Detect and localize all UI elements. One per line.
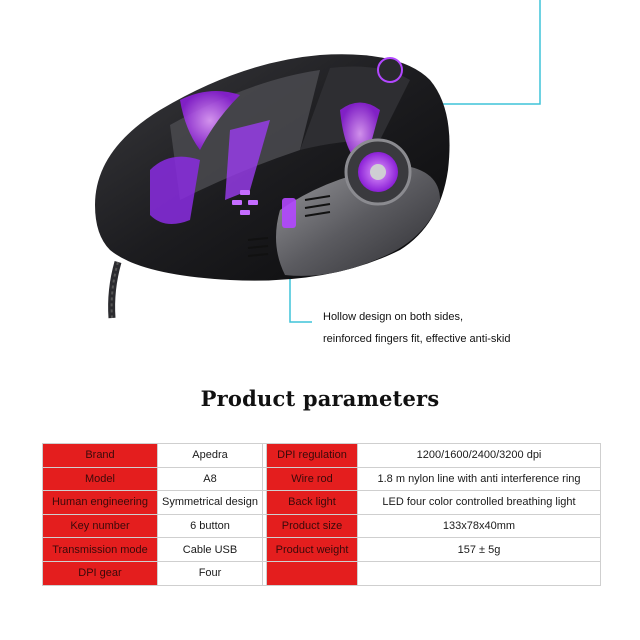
param-value: 133x78x40mm xyxy=(358,514,601,538)
param-label: Product size xyxy=(267,514,358,538)
top-callout-line xyxy=(428,0,540,104)
param-label: Brand xyxy=(43,444,158,468)
param-label: DPI gear xyxy=(43,561,158,585)
param-label: Transmission mode xyxy=(43,538,158,562)
param-value: Four xyxy=(158,561,263,585)
param-value: 157 ± 5g xyxy=(358,538,601,562)
table-row xyxy=(43,561,601,585)
param-value: A8 xyxy=(158,467,263,491)
param-value: 1200/1600/2400/3200 dpi xyxy=(358,444,601,468)
param-label: Human engineering xyxy=(43,491,158,515)
table-row xyxy=(43,467,601,491)
param-value: LED four color controlled breathing light xyxy=(358,491,601,515)
product-parameters-table xyxy=(42,443,601,586)
callout-line-2: reinforced fingers fit, effective anti-skid xyxy=(323,333,511,345)
param-value: Apedra xyxy=(158,444,263,468)
empty-label-cell xyxy=(267,561,358,585)
param-label: Wire rod xyxy=(267,467,358,491)
table-row xyxy=(43,514,601,538)
empty-value-cell xyxy=(358,561,601,585)
table-row xyxy=(43,538,601,562)
side-feature-callout xyxy=(323,306,511,350)
param-value: 1.8 m nylon line with anti interference ring xyxy=(358,467,601,491)
param-label: Key number xyxy=(43,514,158,538)
param-label: Model xyxy=(43,467,158,491)
param-value: Symmetrical design xyxy=(158,491,263,515)
param-value: Cable USB xyxy=(158,538,263,562)
param-label: DPI regulation xyxy=(267,444,358,468)
table-row xyxy=(43,491,601,515)
table-row xyxy=(43,444,601,468)
section-title: Product parameters xyxy=(200,386,440,411)
param-label: Back light xyxy=(267,491,358,515)
param-label: Product weight xyxy=(267,538,358,562)
param-value: 6 button xyxy=(158,514,263,538)
callout-line-1: Hollow design on both sides, xyxy=(323,311,464,323)
